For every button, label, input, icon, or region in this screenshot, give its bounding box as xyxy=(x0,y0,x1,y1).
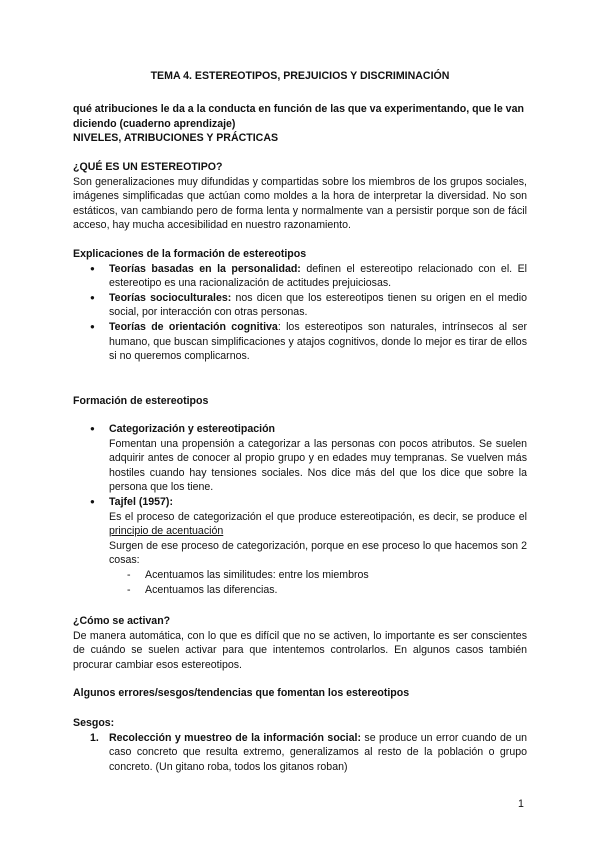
section-heading: Formación de estereotipos xyxy=(73,395,209,407)
item-text: Fomentan una propensión a categorizar a las personas con pocos atributos. Se suelen adquirir antes de conocer al propio grupo y en edades muy tempranas. Se vuelven más hostiles cuando hay tensiones sociales. Nos dice más del que los dice que sobre la persona que los tiene. xyxy=(109,437,527,494)
dash-list xyxy=(73,568,527,597)
list-item xyxy=(73,495,527,510)
text-run: Es el proceso de categorización el que produce estereotipación, es decir, se produce el xyxy=(109,510,527,523)
numbered-list xyxy=(73,731,527,775)
term: Recolección y muestreo de la información social: xyxy=(109,731,361,744)
item-text: : los estereotipos son naturales, intrínsecos al ser humano, que buscan simplificaciones y atajos cognitivos, donde lo mejor es tirar de ellos si no queremos complicarnos. xyxy=(109,320,527,363)
list-item xyxy=(73,320,527,364)
document-title xyxy=(73,69,527,84)
item-number: 1. xyxy=(90,731,99,744)
section-activation xyxy=(73,614,527,672)
dash-item: - Acentuamos las similitudes: entre los miembros xyxy=(73,568,527,583)
item-text: se produce un error cuando de un caso concreto que resulta extremo, generalizamos al resto de la población o grupo concreto. (Un gitano roba, todos los gitanos roban) xyxy=(109,731,527,773)
dash-item: - Acentuamos las diferencias. xyxy=(73,583,527,598)
section-heading: ¿QUÉ ES UN ESTEREOTIPO? xyxy=(73,161,223,173)
section-formation xyxy=(73,394,527,409)
item-title: Tajfel (1957): xyxy=(109,495,173,508)
item-text: Surgen de ese proceso de categorización, porque en ese proceso lo que hacemos son 2 cosas: xyxy=(109,539,527,567)
term: Teorías socioculturales: xyxy=(109,291,232,304)
formation-list xyxy=(73,422,527,597)
section-heading: ¿Cómo se activan? xyxy=(73,615,171,627)
bullet-list xyxy=(73,422,527,437)
paragraph: Son generalizaciones muy difundidas y compartidas sobre los miembros de los grupos sociales, imágenes simplificadas que actúan como moldes a la hora de interpretar la diversidad. No son estáticos, van cambiando pero de forma lenta y normalmente van a persistir porque son de fácil acceso, hay mucha accesibilidad en nuestro razonamiento. xyxy=(73,175,527,232)
underlined-term: principio de acentuación xyxy=(109,525,224,538)
subtitle-levels: NIVELES, ATRIBUCIONES Y PRÁCTICAS xyxy=(73,132,279,145)
paragraph: De manera automática, con lo que es difícil que no se activen, lo importante es ser conscientes de cuándo se suelen activar para que intentemos controlarlos. En algunos casos también procurar cambiar esos estereotipos. xyxy=(73,629,527,671)
section-heading: Sesgos: xyxy=(73,717,115,729)
section-what-is-stereotype xyxy=(73,160,527,233)
section-heading: Explicaciones de la formación de estereotipos xyxy=(73,248,307,260)
bullet-list xyxy=(73,495,527,510)
page-number: 1 xyxy=(518,798,524,810)
section-heading: Algunos errores/sesgos/tendencias que fomentan los estereotipos xyxy=(73,687,410,699)
term: Teorías de orientación cognitiva xyxy=(109,320,278,333)
list-item xyxy=(73,262,527,291)
section-biases xyxy=(73,716,527,774)
section-errors xyxy=(73,686,527,701)
list-item xyxy=(73,291,527,320)
term: Teorías basadas en la personalidad: xyxy=(109,262,301,275)
item-text: nos dicen que los estereotipos tienen su origen en el medio social, por interacción con otras personas. xyxy=(109,291,527,319)
item-text xyxy=(73,510,527,539)
page-title: TEMA 4. ESTEREOTIPOS, PREJUICIOS Y DISCRIMINACIÓN xyxy=(150,70,450,82)
section-explanations xyxy=(73,247,527,364)
item-title: Categorización y estereotipación xyxy=(109,423,276,435)
list-item xyxy=(73,422,527,437)
item-text: definen el estereotipo relacionado con el. El estereotipo es una racionalización de actitudes prejuiciosas. xyxy=(109,262,528,290)
bullet-list xyxy=(73,262,527,364)
subtitle-note: qué atribuciones le da a la conducta en función de las que va experimentando, que le van diciendo (cuaderno aprendizaje) xyxy=(73,103,524,130)
list-item xyxy=(73,731,527,775)
subtitle-section xyxy=(73,102,527,146)
